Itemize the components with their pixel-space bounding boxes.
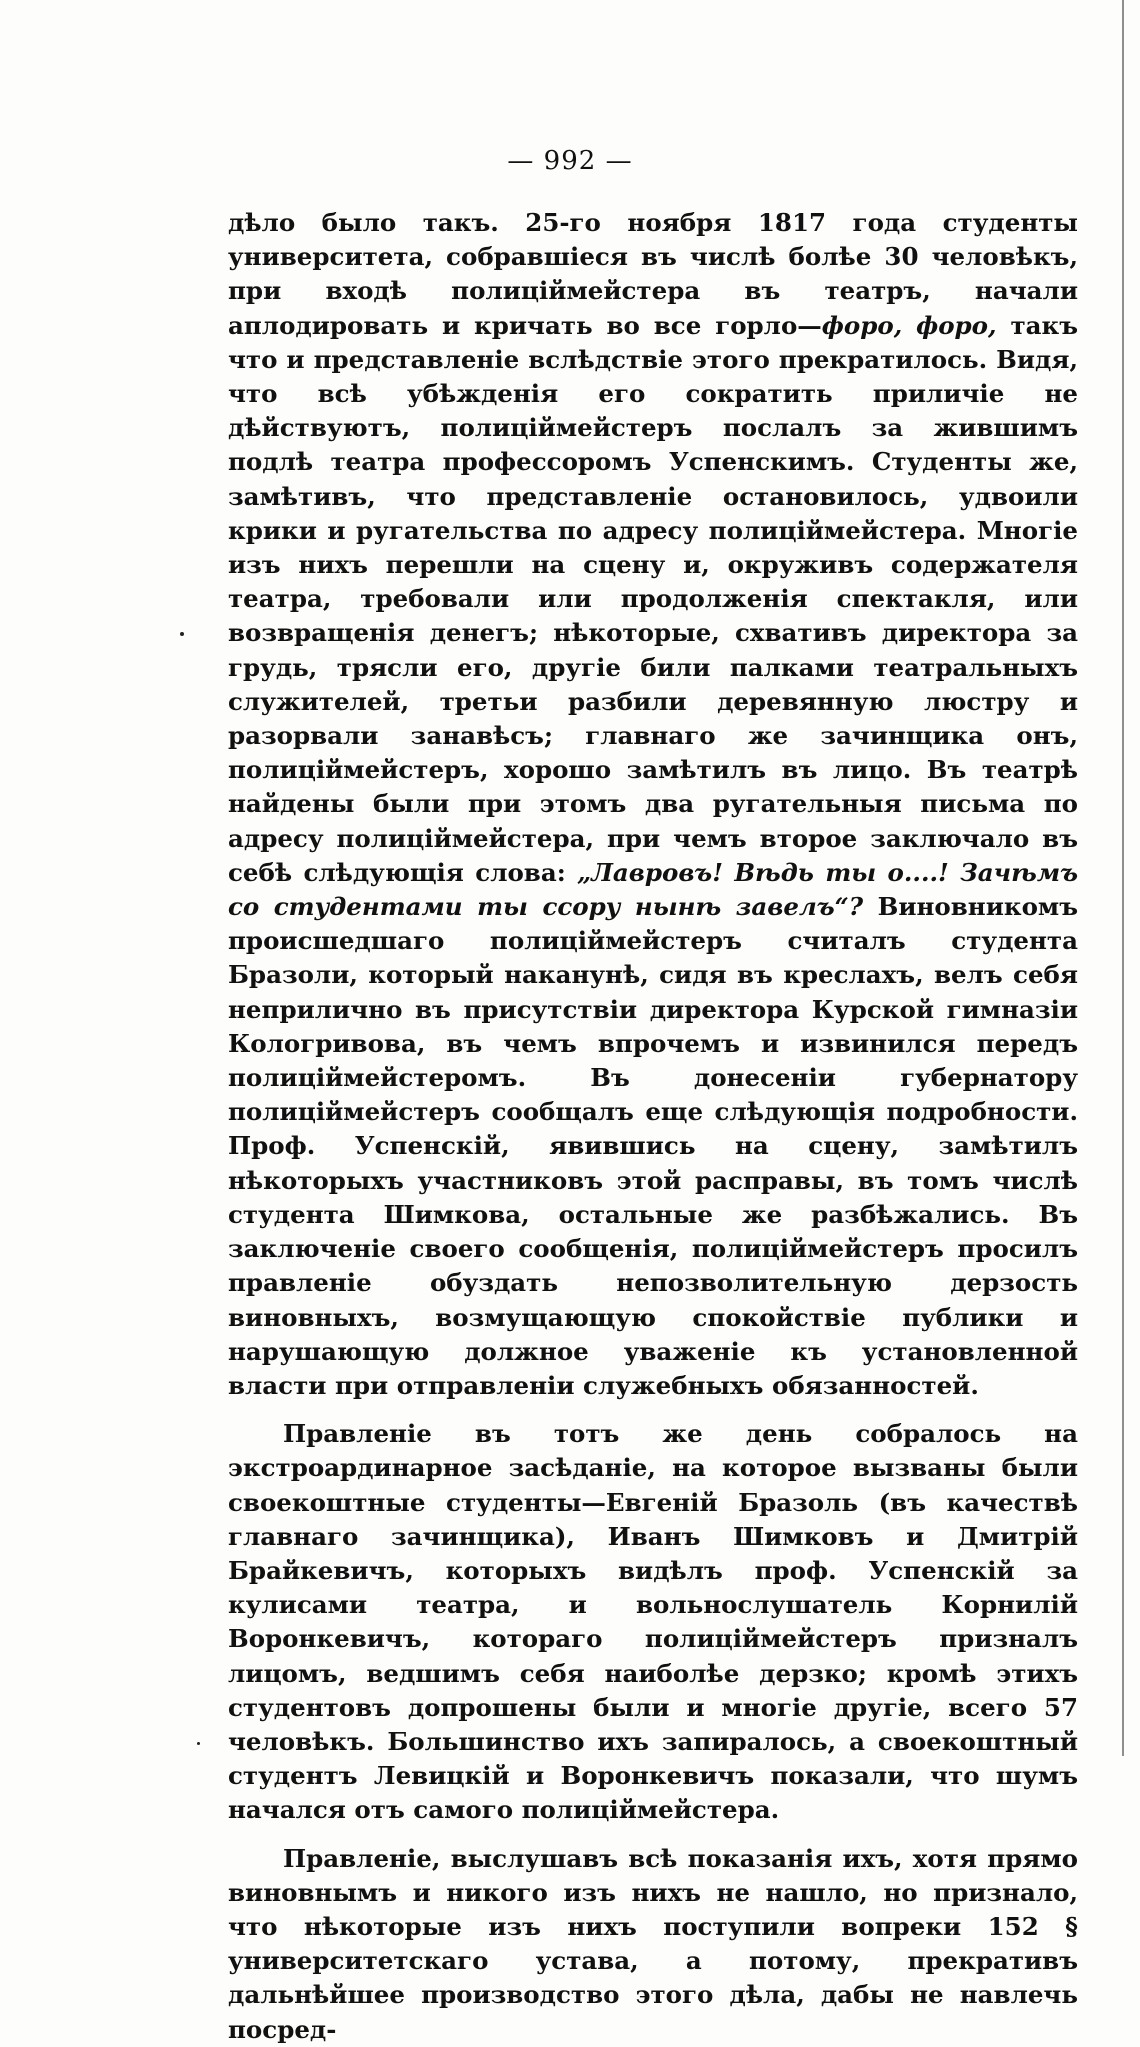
paragraph-1-part-3: Виновникомъ происшедшаго полиціймейстеръ считалъ студента Бразоли, который наканунѣ, сидя въ креслахъ, велъ себя неприлично въ присутствіи директора Курской гимназіи Кологривова, въ чемъ впрочемъ и извинился передъ полиціймейстеромъ. Въ донесеніи губернатору полиціймейстеръ сообщалъ еще слѣдующія подробности. Проф. Успенскій, явившись на сцену, замѣтилъ нѣкоторыхъ участниковъ этой расправы, въ томъ числѣ студента Шимкова, остальные же разбѣжались. Въ заключеніе своего сообщенія, полиціймейстеръ просилъ правленіе обуздать непозволительную дерзость виновныхъ, возмущающую спокойствіе публики и нарушающую должное уваженіе къ установленной власти при отправленіи служебныхъ обязанностей. xyxy=(228,892,1078,1400)
paragraph-1-italic-1: форо, форо, xyxy=(821,310,997,340)
scan-speck xyxy=(197,1742,200,1745)
paragraph-1-italic-2: „Лавровъ! Вѣдь ты о....! Зачѣмъ со студентами ты ссору нынѣ завелъ“? xyxy=(228,857,1079,922)
paragraph-1 xyxy=(228,206,1078,1403)
paragraph-3: Правленіе, выслушавъ всѣ показанія ихъ, хотя прямо виновнымъ и никого изъ нихъ не нашло, но признало, что нѣкоторые изъ нихъ поступили вопреки 152 § университетскаго устава, а потому, прекративъ дальнѣйшее производство этого дѣла, дабы не навлечь посред- xyxy=(228,1843,1078,2044)
page-edge-rule xyxy=(1122,0,1124,1756)
paragraph-1-part-1: дѣло было такъ. 25-го ноября 1817 года студенты университета, собравшіеся въ числѣ болѣе 30 человѣкъ, при входѣ полиціймейстера въ театръ, начали аплодировать и кричать во все горло— xyxy=(228,208,1078,340)
page-number: — 992 — xyxy=(507,146,633,176)
paragraph-1-part-2: такъ что и представленіе вслѣдствіе этого прекратилось. Видя, что всѣ убѣжденія его сократить приличіе не дѣйствуютъ, полиціймейстеръ послалъ за жившимъ подлѣ театра профессоромъ Успенскимъ. Студенты же, замѣтивъ, что представленіе остановилось, удвоили крики и ругательства по адресу полиціймейстера. Многіе изъ нихъ перешли на сцену и, окруживъ содержателя театра, требовали или продолженія спектакля, или возвращенія денегъ; нѣкоторые, схвативъ директора за грудь, трясли его, другіе били палками театральныхъ служителей, третьи разбили деревянную люстру и разорвали занавѣсъ; главнаго же зачинщика онъ, полиціймейстеръ, хорошо замѣтилъ въ лицо. Въ театрѣ найдены были при этомъ два ругательныя письма по адресу полиціймейстера, при чемъ второе заключало въ себѣ слѣдующія слова: xyxy=(228,310,1078,887)
scan-speck xyxy=(180,632,184,636)
paragraph-2: Правленіе въ тотъ же день собралось на экстроардинарное засѣданіе, на которое вызваны были своекоштные студенты—Евгеній Бразоль (въ качествѣ главнаго зачинщика), Иванъ Шимковъ и Дмитрій Брайкевичъ, которыхъ видѣлъ проф. Успенскій за кулисами театра, и вольнослушатель Корнилій Воронкевичъ, котораго полиціймейстеръ призналъ лицомъ, ведшимъ себя наиболѣе дерзко; кромѣ этихъ студентовъ допрошены были и многіе другіе, всего 57 человѣкъ. Большинство ихъ запиралось, а своекоштный студентъ Левицкій и Воронкевичъ показали, что шумъ начался отъ самого полиціймейстера. xyxy=(228,1419,1078,1825)
body-text xyxy=(228,206,1078,2047)
